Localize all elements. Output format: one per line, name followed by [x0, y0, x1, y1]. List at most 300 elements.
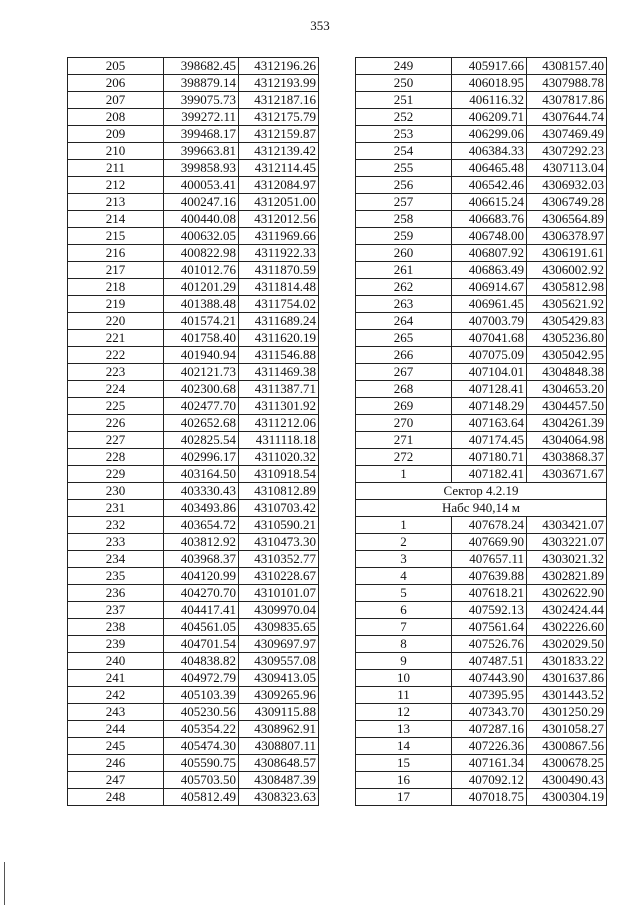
point-number: 249 — [356, 58, 452, 75]
point-number: 4 — [356, 568, 452, 585]
y-coordinate: 4312175.79 — [239, 109, 319, 126]
point-number: 216 — [68, 245, 164, 262]
y-coordinate: 4308962.91 — [239, 721, 319, 738]
point-number: 265 — [356, 330, 452, 347]
point-number: 209 — [68, 126, 164, 143]
x-coordinate: 407487.51 — [452, 653, 527, 670]
point-number: 262 — [356, 279, 452, 296]
x-coordinate: 406299.06 — [452, 126, 527, 143]
x-coordinate: 402477.70 — [164, 398, 239, 415]
table-row — [356, 517, 607, 534]
table-row — [68, 279, 319, 296]
y-coordinate: 4305621.92 — [527, 296, 607, 313]
y-coordinate: 4310812.89 — [239, 483, 319, 500]
y-coordinate: 4307988.78 — [527, 75, 607, 92]
y-coordinate: 4306932.03 — [527, 177, 607, 194]
x-coordinate: 401940.94 — [164, 347, 239, 364]
point-number: 7 — [356, 619, 452, 636]
x-coordinate: 407592.13 — [452, 602, 527, 619]
table-row — [68, 109, 319, 126]
point-number: 212 — [68, 177, 164, 194]
x-coordinate: 405590.75 — [164, 755, 239, 772]
y-coordinate: 4306378.97 — [527, 228, 607, 245]
point-number: 208 — [68, 109, 164, 126]
table-row — [68, 194, 319, 211]
table-row — [356, 789, 607, 806]
point-number: 252 — [356, 109, 452, 126]
table-row — [356, 177, 607, 194]
x-coordinate: 407657.11 — [452, 551, 527, 568]
point-number: 239 — [68, 636, 164, 653]
table-row — [68, 432, 319, 449]
y-coordinate: 4310590.21 — [239, 517, 319, 534]
y-coordinate: 4310352.77 — [239, 551, 319, 568]
table-row — [356, 551, 607, 568]
x-coordinate: 407669.90 — [452, 534, 527, 551]
point-number: 259 — [356, 228, 452, 245]
table-row — [68, 313, 319, 330]
y-coordinate: 4308807.11 — [239, 738, 319, 755]
point-number: 271 — [356, 432, 452, 449]
table-row — [356, 330, 607, 347]
table-row — [68, 381, 319, 398]
table-row — [356, 381, 607, 398]
point-number: 233 — [68, 534, 164, 551]
x-coordinate: 403164.50 — [164, 466, 239, 483]
x-coordinate: 405703.50 — [164, 772, 239, 789]
x-coordinate: 407041.68 — [452, 330, 527, 347]
y-coordinate: 4307113.04 — [527, 160, 607, 177]
x-coordinate: 406863.49 — [452, 262, 527, 279]
x-coordinate: 406542.46 — [452, 177, 527, 194]
x-coordinate: 404561.05 — [164, 619, 239, 636]
table-row — [356, 364, 607, 381]
sector-title: Сектор 4.2.19 — [356, 483, 607, 500]
table-row — [68, 670, 319, 687]
x-coordinate: 405812.49 — [164, 789, 239, 806]
point-number: 260 — [356, 245, 452, 262]
table-row — [68, 551, 319, 568]
x-coordinate: 407639.88 — [452, 568, 527, 585]
y-coordinate: 4304848.38 — [527, 364, 607, 381]
table-row — [68, 738, 319, 755]
x-coordinate: 407561.64 — [452, 619, 527, 636]
y-coordinate: 4304457.50 — [527, 398, 607, 415]
y-coordinate: 4300304.19 — [527, 789, 607, 806]
point-number: 225 — [68, 398, 164, 415]
y-coordinate: 4300678.25 — [527, 755, 607, 772]
table-row — [356, 687, 607, 704]
x-coordinate: 407226.36 — [452, 738, 527, 755]
x-coordinate: 400440.08 — [164, 211, 239, 228]
scan-margin-line — [4, 862, 5, 905]
table-row — [356, 704, 607, 721]
point-number: 11 — [356, 687, 452, 704]
table-row — [68, 347, 319, 364]
y-coordinate: 4311620.19 — [239, 330, 319, 347]
table-row — [68, 619, 319, 636]
y-coordinate: 4300867.56 — [527, 738, 607, 755]
y-coordinate: 4305236.80 — [527, 330, 607, 347]
point-number: 234 — [68, 551, 164, 568]
x-coordinate: 407128.41 — [452, 381, 527, 398]
y-coordinate: 4302029.50 — [527, 636, 607, 653]
y-coordinate: 4301637.86 — [527, 670, 607, 687]
point-number: 244 — [68, 721, 164, 738]
point-number: 231 — [68, 500, 164, 517]
y-coordinate: 4304064.98 — [527, 432, 607, 449]
y-coordinate: 4307644.74 — [527, 109, 607, 126]
table-row — [68, 364, 319, 381]
y-coordinate: 4311020.32 — [239, 449, 319, 466]
point-number: 13 — [356, 721, 452, 738]
point-number: 213 — [68, 194, 164, 211]
table-row — [68, 143, 319, 160]
x-coordinate: 400247.16 — [164, 194, 239, 211]
point-number: 270 — [356, 415, 452, 432]
point-number: 246 — [68, 755, 164, 772]
point-number: 258 — [356, 211, 452, 228]
table-row — [356, 160, 607, 177]
x-coordinate: 407075.09 — [452, 347, 527, 364]
y-coordinate: 4301443.52 — [527, 687, 607, 704]
x-coordinate: 407618.21 — [452, 585, 527, 602]
y-coordinate: 4311212.06 — [239, 415, 319, 432]
point-number: 266 — [356, 347, 452, 364]
x-coordinate: 407092.12 — [452, 772, 527, 789]
point-number: 269 — [356, 398, 452, 415]
x-coordinate: 404417.41 — [164, 602, 239, 619]
table-row — [68, 772, 319, 789]
y-coordinate: 4311118.18 — [239, 432, 319, 449]
x-coordinate: 404120.99 — [164, 568, 239, 585]
y-coordinate: 4311469.38 — [239, 364, 319, 381]
sector-title-row — [356, 483, 607, 500]
y-coordinate: 4307469.49 — [527, 126, 607, 143]
x-coordinate: 403330.43 — [164, 483, 239, 500]
y-coordinate: 4311922.33 — [239, 245, 319, 262]
table-row — [356, 415, 607, 432]
y-coordinate: 4309557.08 — [239, 653, 319, 670]
x-coordinate: 405230.56 — [164, 704, 239, 721]
y-coordinate: 4312193.99 — [239, 75, 319, 92]
y-coordinate: 4302622.90 — [527, 585, 607, 602]
point-number: 210 — [68, 143, 164, 160]
y-coordinate: 4305812.98 — [527, 279, 607, 296]
table-row — [356, 143, 607, 160]
table-row — [356, 636, 607, 653]
point-number: 229 — [68, 466, 164, 483]
table-row — [68, 449, 319, 466]
point-number: 256 — [356, 177, 452, 194]
y-coordinate: 4304653.20 — [527, 381, 607, 398]
x-coordinate: 404701.54 — [164, 636, 239, 653]
point-number: 237 — [68, 602, 164, 619]
table-row — [68, 636, 319, 653]
point-number: 224 — [68, 381, 164, 398]
x-coordinate: 407003.79 — [452, 313, 527, 330]
point-number: 245 — [68, 738, 164, 755]
y-coordinate: 4306749.28 — [527, 194, 607, 211]
point-number: 257 — [356, 194, 452, 211]
x-coordinate: 407678.24 — [452, 517, 527, 534]
table-row — [68, 500, 319, 517]
x-coordinate: 407104.01 — [452, 364, 527, 381]
x-coordinate: 407343.70 — [452, 704, 527, 721]
y-coordinate: 4311754.02 — [239, 296, 319, 313]
x-coordinate: 407018.75 — [452, 789, 527, 806]
point-number: 232 — [68, 517, 164, 534]
x-coordinate: 407161.34 — [452, 755, 527, 772]
table-row — [356, 449, 607, 466]
point-number: 221 — [68, 330, 164, 347]
table-row — [356, 602, 607, 619]
point-number: 1 — [356, 466, 452, 483]
y-coordinate: 4309115.88 — [239, 704, 319, 721]
point-number: 254 — [356, 143, 452, 160]
point-number: 14 — [356, 738, 452, 755]
x-coordinate: 400822.98 — [164, 245, 239, 262]
table-row — [356, 534, 607, 551]
table-row — [68, 721, 319, 738]
x-coordinate: 403968.37 — [164, 551, 239, 568]
point-number: 226 — [68, 415, 164, 432]
y-coordinate: 4305429.83 — [527, 313, 607, 330]
x-coordinate: 402121.73 — [164, 364, 239, 381]
y-coordinate: 4308648.57 — [239, 755, 319, 772]
x-coordinate: 402996.17 — [164, 449, 239, 466]
point-number: 264 — [356, 313, 452, 330]
x-coordinate: 407287.16 — [452, 721, 527, 738]
table-row — [356, 568, 607, 585]
page-number: 353 — [310, 18, 330, 33]
point-number: 218 — [68, 279, 164, 296]
point-number: 207 — [68, 92, 164, 109]
point-number: 217 — [68, 262, 164, 279]
y-coordinate: 4312159.87 — [239, 126, 319, 143]
point-number: 228 — [68, 449, 164, 466]
y-coordinate: 4303671.67 — [527, 466, 607, 483]
x-coordinate: 399858.93 — [164, 160, 239, 177]
point-number: 10 — [356, 670, 452, 687]
point-number: 3 — [356, 551, 452, 568]
x-coordinate: 399663.81 — [164, 143, 239, 160]
table-row — [356, 279, 607, 296]
point-number: 222 — [68, 347, 164, 364]
y-coordinate: 4310228.67 — [239, 568, 319, 585]
y-coordinate: 4312012.56 — [239, 211, 319, 228]
x-coordinate: 398682.45 — [164, 58, 239, 75]
point-number: 1 — [356, 517, 452, 534]
point-number: 220 — [68, 313, 164, 330]
point-number: 235 — [68, 568, 164, 585]
point-number: 236 — [68, 585, 164, 602]
point-number: 211 — [68, 160, 164, 177]
y-coordinate: 4311689.24 — [239, 313, 319, 330]
x-coordinate: 401012.76 — [164, 262, 239, 279]
sector-area-row — [356, 500, 607, 517]
y-coordinate: 4311301.92 — [239, 398, 319, 415]
y-coordinate: 4310101.07 — [239, 585, 319, 602]
x-coordinate: 399468.17 — [164, 126, 239, 143]
y-coordinate: 4309970.04 — [239, 602, 319, 619]
point-number: 230 — [68, 483, 164, 500]
x-coordinate: 406807.92 — [452, 245, 527, 262]
table-row — [68, 534, 319, 551]
table-row — [68, 177, 319, 194]
x-coordinate: 407526.76 — [452, 636, 527, 653]
x-coordinate: 404270.70 — [164, 585, 239, 602]
y-coordinate: 4311546.88 — [239, 347, 319, 364]
point-number: 268 — [356, 381, 452, 398]
y-coordinate: 4308487.39 — [239, 772, 319, 789]
x-coordinate: 398879.14 — [164, 75, 239, 92]
y-coordinate: 4312051.00 — [239, 194, 319, 211]
table-row — [356, 466, 607, 483]
y-coordinate: 4307292.23 — [527, 143, 607, 160]
table-row — [68, 330, 319, 347]
y-coordinate: 4306564.89 — [527, 211, 607, 228]
table-row — [356, 58, 607, 75]
table-row — [68, 789, 319, 806]
x-coordinate: 407148.29 — [452, 398, 527, 415]
table-row — [356, 755, 607, 772]
x-coordinate: 403654.72 — [164, 517, 239, 534]
y-coordinate: 4309835.65 — [239, 619, 319, 636]
coordinates-table-left — [67, 57, 319, 806]
table-row — [68, 585, 319, 602]
point-number: 241 — [68, 670, 164, 687]
table-row — [356, 211, 607, 228]
x-coordinate: 400632.05 — [164, 228, 239, 245]
table-row — [68, 228, 319, 245]
table-row — [68, 483, 319, 500]
y-coordinate: 4309697.97 — [239, 636, 319, 653]
table-row — [68, 211, 319, 228]
table-row — [68, 296, 319, 313]
table-row — [356, 75, 607, 92]
table-row — [68, 653, 319, 670]
table-row — [68, 687, 319, 704]
y-coordinate: 4301250.29 — [527, 704, 607, 721]
point-number: 242 — [68, 687, 164, 704]
table-row — [68, 58, 319, 75]
y-coordinate: 4310918.54 — [239, 466, 319, 483]
point-number: 5 — [356, 585, 452, 602]
y-coordinate: 4304261.39 — [527, 415, 607, 432]
x-coordinate: 403493.86 — [164, 500, 239, 517]
y-coordinate: 4301833.22 — [527, 653, 607, 670]
table-row — [68, 75, 319, 92]
table-row — [356, 670, 607, 687]
table-row — [68, 126, 319, 143]
y-coordinate: 4302424.44 — [527, 602, 607, 619]
point-number: 206 — [68, 75, 164, 92]
point-number: 247 — [68, 772, 164, 789]
x-coordinate: 405354.22 — [164, 721, 239, 738]
x-coordinate: 405474.30 — [164, 738, 239, 755]
x-coordinate: 400053.41 — [164, 177, 239, 194]
table-row — [68, 704, 319, 721]
y-coordinate: 4312114.45 — [239, 160, 319, 177]
y-coordinate: 4303868.37 — [527, 449, 607, 466]
table-row — [68, 466, 319, 483]
y-coordinate: 4311814.48 — [239, 279, 319, 296]
x-coordinate: 406116.32 — [452, 92, 527, 109]
x-coordinate: 399075.73 — [164, 92, 239, 109]
table-row — [356, 653, 607, 670]
y-coordinate: 4309265.96 — [239, 687, 319, 704]
table-row — [356, 92, 607, 109]
y-coordinate: 4311387.71 — [239, 381, 319, 398]
y-coordinate: 4307817.86 — [527, 92, 607, 109]
x-coordinate: 403812.92 — [164, 534, 239, 551]
point-number: 261 — [356, 262, 452, 279]
x-coordinate: 406209.71 — [452, 109, 527, 126]
point-number: 240 — [68, 653, 164, 670]
point-number: 243 — [68, 704, 164, 721]
table-row — [68, 398, 319, 415]
x-coordinate: 406018.95 — [452, 75, 527, 92]
x-coordinate: 401574.21 — [164, 313, 239, 330]
point-number: 219 — [68, 296, 164, 313]
point-number: 263 — [356, 296, 452, 313]
x-coordinate: 407443.90 — [452, 670, 527, 687]
x-coordinate: 406615.24 — [452, 194, 527, 211]
table-row — [68, 755, 319, 772]
x-coordinate: 406961.45 — [452, 296, 527, 313]
y-coordinate: 4312187.16 — [239, 92, 319, 109]
table-row — [68, 245, 319, 262]
x-coordinate: 404838.82 — [164, 653, 239, 670]
point-number: 248 — [68, 789, 164, 806]
y-coordinate: 4303221.07 — [527, 534, 607, 551]
x-coordinate: 406748.00 — [452, 228, 527, 245]
x-coordinate: 407174.45 — [452, 432, 527, 449]
y-coordinate: 4301058.27 — [527, 721, 607, 738]
table-row — [356, 619, 607, 636]
x-coordinate: 404972.79 — [164, 670, 239, 687]
x-coordinate: 402300.68 — [164, 381, 239, 398]
table-row — [356, 296, 607, 313]
table-row — [356, 738, 607, 755]
x-coordinate: 402652.68 — [164, 415, 239, 432]
x-coordinate: 402825.54 — [164, 432, 239, 449]
point-number: 6 — [356, 602, 452, 619]
y-coordinate: 4308323.63 — [239, 789, 319, 806]
x-coordinate: 407163.64 — [452, 415, 527, 432]
point-number: 272 — [356, 449, 452, 466]
point-number: 16 — [356, 772, 452, 789]
point-number: 238 — [68, 619, 164, 636]
y-coordinate: 4311870.59 — [239, 262, 319, 279]
x-coordinate: 406914.67 — [452, 279, 527, 296]
table-row — [356, 109, 607, 126]
table-row — [68, 568, 319, 585]
x-coordinate: 407182.41 — [452, 466, 527, 483]
y-coordinate: 4300490.43 — [527, 772, 607, 789]
point-number: 223 — [68, 364, 164, 381]
y-coordinate: 4310473.30 — [239, 534, 319, 551]
table-row — [356, 347, 607, 364]
y-coordinate: 4308157.40 — [527, 58, 607, 75]
table-row — [356, 772, 607, 789]
y-coordinate: 4312196.26 — [239, 58, 319, 75]
table-row — [68, 262, 319, 279]
table-row — [68, 517, 319, 534]
table-row — [356, 194, 607, 211]
point-number: 9 — [356, 653, 452, 670]
